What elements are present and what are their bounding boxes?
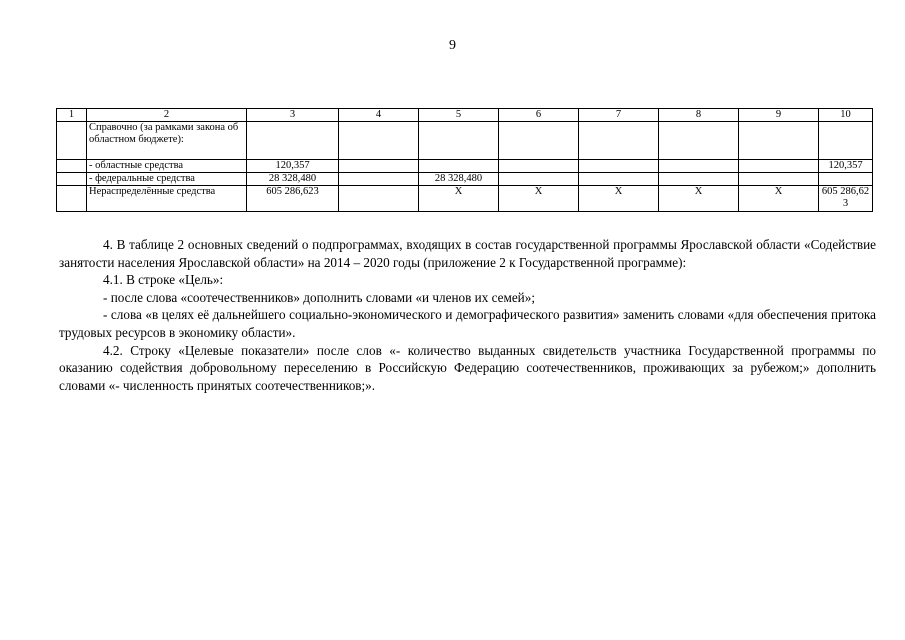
table-cell (819, 122, 873, 160)
table-cell: Справочно (за рамками закона об областном бюджете): (87, 122, 247, 160)
table-cell: 605 286,623 (819, 186, 873, 212)
amendments-text (59, 236, 876, 394)
table-row (57, 186, 873, 212)
table-cell (579, 160, 659, 173)
table-cell: 28 328,480 (247, 173, 339, 186)
table-cell (57, 186, 87, 212)
table-cell (339, 122, 419, 160)
table-cell (419, 122, 499, 160)
table-header-row (57, 109, 873, 122)
table-cell (739, 173, 819, 186)
table-cell (819, 173, 873, 186)
table-cell: 605 286,623 (247, 186, 339, 212)
column-header: 1 (57, 109, 87, 122)
table-cell (247, 122, 339, 160)
column-header: 7 (579, 109, 659, 122)
table-cell (57, 173, 87, 186)
table-cell: X (579, 186, 659, 212)
table-cell (57, 122, 87, 160)
table-cell (499, 122, 579, 160)
table-cell (739, 122, 819, 160)
table-row (57, 160, 873, 173)
table-cell: 120,357 (247, 160, 339, 173)
table-cell: X (739, 186, 819, 212)
table-cell (659, 173, 739, 186)
table-cell (579, 122, 659, 160)
table-cell (499, 160, 579, 173)
column-header: 6 (499, 109, 579, 122)
table-cell (499, 173, 579, 186)
table-cell: - федеральные средства (87, 173, 247, 186)
paragraph: - после слова «соотечественников» дополнить словами «и членов их семей»; (103, 289, 535, 305)
table-cell (579, 173, 659, 186)
column-header: 5 (419, 109, 499, 122)
column-header: 2 (87, 109, 247, 122)
table-cell (659, 122, 739, 160)
table-row (57, 173, 873, 186)
paragraph: 4. В таблице 2 основных сведений о подпрограммах, входящих в состав государственной программы Ярославской области «Содействие занятости населения Ярославской области» на 2014 – 2020 годы (приложение 2 к Государственной программе): (59, 237, 876, 270)
table-cell (339, 160, 419, 173)
budget-table (56, 108, 873, 212)
table-cell (57, 160, 87, 173)
table-cell: - областные средства (87, 160, 247, 173)
column-header: 4 (339, 109, 419, 122)
table-row (57, 122, 873, 160)
table-cell: 28 328,480 (419, 173, 499, 186)
table-cell: X (659, 186, 739, 212)
column-header: 9 (739, 109, 819, 122)
table-cell: X (419, 186, 499, 212)
page-number: 9 (449, 38, 456, 53)
table-cell (339, 186, 419, 212)
paragraph: 4.1. В строке «Цель»: (103, 272, 224, 288)
table-cell: X (499, 186, 579, 212)
column-header: 8 (659, 109, 739, 122)
table-cell: 120,357 (819, 160, 873, 173)
table-cell (419, 160, 499, 173)
column-header: 3 (247, 109, 339, 122)
table-cell (339, 173, 419, 186)
table-cell (739, 160, 819, 173)
table-cell (659, 160, 739, 173)
paragraph: 4.2. Строку «Целевые показатели» после слов «- количество выданных свидетельств участника Государственной программы по оказанию содействия добровольному переселению в Российскую Федерацию соотечественников, проживающих за рубежом;» дополнить словами «- численность принятых соотечественников;». (59, 342, 876, 393)
table-cell: Нераспределённые средства (87, 186, 247, 212)
column-header: 10 (819, 109, 873, 122)
paragraph: - слова «в целях её дальнейшего социально-экономического и демографического развития» заменить словами «для обеспечения притока трудовых ресурсов в экономику области». (59, 307, 876, 340)
